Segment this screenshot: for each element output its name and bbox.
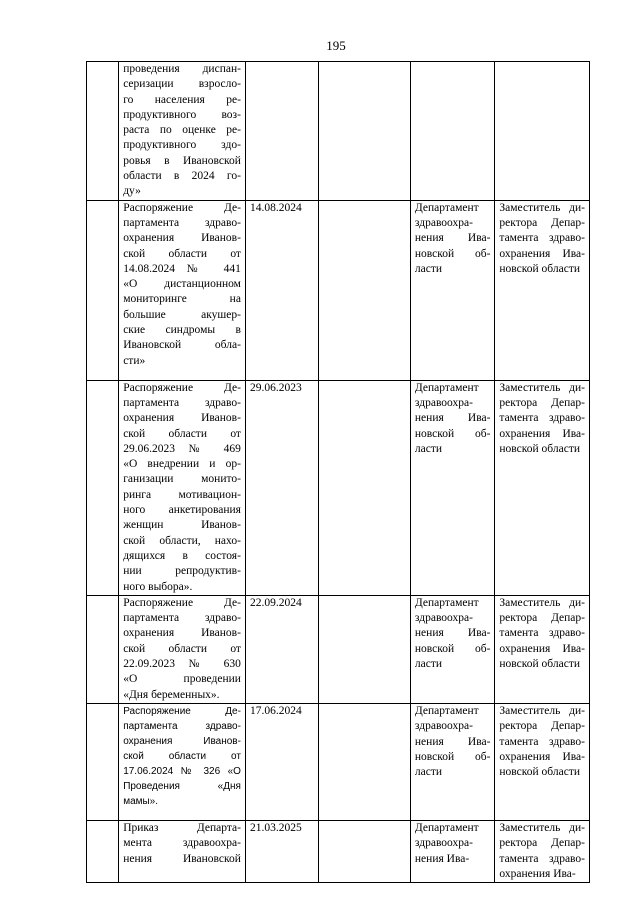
table-row — [87, 380, 590, 595]
date-cell — [245, 380, 318, 595]
responsible-line: охранения Ива- — [499, 867, 576, 880]
empty-cell — [319, 380, 411, 595]
date-cell — [245, 62, 318, 201]
document-line: 14.08.2024№ 441 — [123, 262, 241, 275]
executor-line: новской об- — [414, 247, 491, 260]
document-line: «Дня беременных». — [123, 688, 220, 701]
document-line: партамента здраво- — [123, 396, 241, 409]
row-number-cell — [87, 200, 119, 380]
responsible-cell — [495, 200, 590, 380]
table-row — [87, 703, 590, 820]
document-line: Распоряжение Де- — [123, 381, 241, 394]
responsible-line: Заместитель ди- — [499, 201, 585, 214]
date-cell — [245, 820, 318, 882]
document-line: Приказ Департа- — [123, 821, 241, 834]
document-line: охранения Иванов- — [123, 232, 241, 245]
document-line: области в 2024 го- — [123, 170, 241, 183]
responsible-line: охранения Ива- — [499, 247, 585, 260]
responsible-line: новской области — [499, 262, 581, 275]
document-line: «О дистанционном — [123, 278, 241, 291]
executor-line: Департамент — [414, 704, 479, 717]
date-text: 21.03.2025 — [249, 821, 302, 834]
empty-cell — [319, 62, 411, 201]
empty-cell — [319, 820, 411, 882]
executor-line: ласти — [414, 658, 443, 671]
responsible-line: ректора Депар- — [499, 396, 585, 409]
document-line: проведения диспан- — [123, 63, 241, 75]
row-number-cell — [87, 820, 119, 882]
responsible-line: Заместитель ди- — [499, 704, 585, 717]
document-line: ской области от — [123, 750, 241, 762]
document-line: мониторинге на — [123, 293, 241, 306]
date-text: 17.06.2024 — [249, 704, 302, 717]
document-line: ской области от — [123, 247, 241, 260]
document-cell — [119, 595, 246, 703]
responsible-line: Заместитель ди- — [499, 821, 585, 834]
responsible-line: ректора Депар- — [499, 837, 585, 850]
executor-line: здравоохра- — [414, 216, 473, 229]
executor-line: нения Ива- — [414, 412, 491, 425]
empty-cell — [319, 703, 411, 820]
document-line: большие акушер- — [123, 308, 241, 321]
responsible-line: тамента здраво- — [499, 627, 585, 640]
executor-line: новской об- — [414, 427, 491, 440]
responsible-line: охранения Ива- — [499, 642, 585, 655]
row-number-cell — [87, 703, 119, 820]
document-line: «О проведении — [123, 673, 241, 686]
executor-cell — [410, 595, 495, 703]
table-row — [87, 595, 590, 703]
responsible-cell — [495, 62, 590, 201]
executor-line: нения Ива- — [414, 735, 491, 748]
row-number-cell — [87, 380, 119, 595]
document-line: Ивановской обла- — [123, 339, 241, 352]
executor-line: нения Ива- — [414, 852, 470, 865]
document-line: партамента здраво- — [123, 612, 241, 625]
executor-cell — [410, 380, 495, 595]
responsible-cell — [495, 820, 590, 882]
empty-cell — [319, 595, 411, 703]
document-line: раста по оценке ре- — [123, 124, 241, 137]
responsible-line: тамента здраво- — [499, 735, 585, 748]
executor-line: Департамент — [414, 381, 479, 394]
executor-line: Департамент — [414, 201, 479, 214]
responsible-line: тамента здраво- — [499, 852, 585, 865]
executor-line: нения Ива- — [414, 627, 491, 640]
document-line: 22.09.2023 № 630 — [123, 658, 241, 671]
date-cell — [245, 703, 318, 820]
responsible-cell — [495, 595, 590, 703]
executor-line: здравоохра- — [414, 396, 473, 409]
document-line: 17.06.2024 № 326 «О — [123, 765, 241, 777]
document-line: ганизации монито- — [123, 473, 241, 486]
document-line: 29.06.2023 № 469 — [123, 442, 241, 455]
executor-cell — [410, 200, 495, 380]
document-line: мента здравоохра- — [123, 837, 241, 850]
date-cell — [245, 595, 318, 703]
document-line: женщин Иванов- — [123, 519, 241, 532]
responsible-cell — [495, 380, 590, 595]
document-line: ного выбора». — [123, 580, 193, 593]
document-line: ного анкетирования — [123, 504, 241, 517]
document-line: продуктивного воз- — [123, 108, 241, 121]
table-row — [87, 200, 590, 380]
executor-line: здравоохра- — [414, 612, 473, 625]
executor-line: нения Ива- — [414, 232, 491, 245]
document-cell — [119, 703, 246, 820]
date-cell — [245, 200, 318, 380]
executor-cell — [410, 703, 495, 820]
responsible-line: охранения Ива- — [499, 427, 585, 440]
document-line: партамента здраво- — [123, 720, 241, 732]
document-line: Распоряжение Де- — [123, 705, 241, 717]
executor-line: Департамент — [414, 596, 479, 609]
page-number: 195 — [326, 38, 346, 53]
document-line: нения Ивановской — [123, 852, 241, 865]
document-line: Проведения «Дня — [123, 780, 241, 792]
responsible-line: охранения Ива- — [499, 750, 585, 763]
document-line: ду» — [123, 185, 141, 198]
document-cell — [119, 200, 246, 380]
responsible-line: ректора Депар- — [499, 216, 585, 229]
document-line: нии репродуктив- — [123, 565, 241, 578]
executor-line: новской об- — [414, 642, 491, 655]
responsible-line: новской области — [499, 766, 581, 779]
document-line: ские синдромы в — [123, 324, 241, 337]
document-line: партамента здраво- — [123, 216, 241, 229]
document-line: «О внедрении и ор- — [123, 458, 241, 471]
executor-line: ласти — [414, 766, 443, 779]
executor-line: ласти — [414, 442, 443, 455]
responsible-cell — [495, 703, 590, 820]
row-number-cell — [87, 62, 119, 201]
document-line: Распоряжение Де- — [123, 596, 241, 609]
measures-table — [86, 61, 590, 883]
executor-line: здравоохра- — [414, 837, 473, 850]
document-line: ровья в Ивановской — [123, 154, 241, 167]
document-cell — [119, 820, 246, 882]
empty-cell — [319, 200, 411, 380]
document-line: Распоряжение Де- — [123, 201, 241, 214]
executor-line: здравоохра- — [414, 720, 473, 733]
executor-line: ласти — [414, 262, 443, 275]
document-line: продуктивного здо- — [123, 139, 241, 152]
document-line: ской области от — [123, 642, 241, 655]
responsible-line: ректора Депар- — [499, 720, 585, 733]
date-text: 22.09.2024 — [249, 596, 302, 609]
responsible-line: новской области — [499, 442, 581, 455]
date-text: 14.08.2024 — [249, 201, 302, 214]
document-line: охранения Иванов- — [123, 627, 241, 640]
document-cell — [119, 380, 246, 595]
executor-line: новской об- — [414, 750, 491, 763]
document-line: ской области, нахо- — [123, 534, 241, 547]
executor-cell — [410, 820, 495, 882]
responsible-line: тамента здраво- — [499, 412, 585, 425]
responsible-line: ректора Депар- — [499, 612, 585, 625]
responsible-line: Заместитель ди- — [499, 596, 585, 609]
document-line: ринга мотивацион- — [123, 488, 241, 501]
document-cell — [119, 62, 246, 201]
document-line: го населения ре- — [123, 93, 241, 106]
document-line: дящихся в состоя- — [123, 549, 241, 562]
document-line: сти» — [123, 354, 146, 367]
row-number-cell — [87, 595, 119, 703]
document-line: охранения Иванов- — [123, 735, 241, 747]
document-line: серизации взросло- — [123, 78, 241, 91]
document-line: мамы». — [123, 795, 159, 807]
executor-cell — [410, 62, 495, 201]
date-text: 29.06.2023 — [249, 381, 302, 394]
document-line: охранения Иванов- — [123, 412, 241, 425]
responsible-line: новской области — [499, 658, 581, 671]
table-row — [87, 62, 590, 201]
executor-line: Департамент — [414, 821, 479, 834]
responsible-line: Заместитель ди- — [499, 381, 585, 394]
table-row — [87, 820, 590, 882]
document-line: ской области от — [123, 427, 241, 440]
responsible-line: тамента здраво- — [499, 232, 585, 245]
